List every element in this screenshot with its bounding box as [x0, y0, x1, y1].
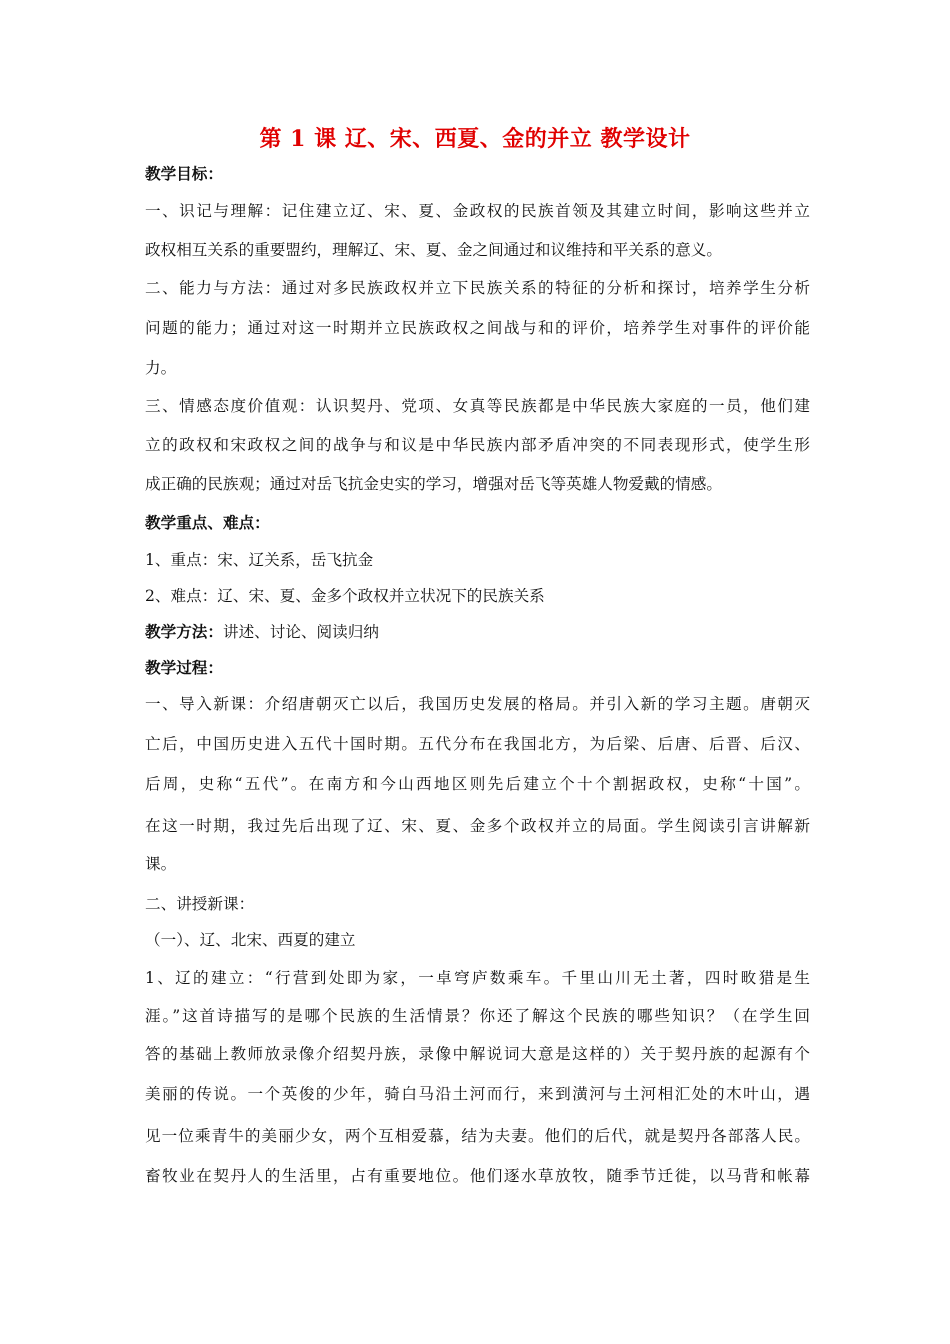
paragraph-line: 1、重点：宋、辽关系，岳飞抗金: [145, 551, 374, 569]
paragraph-line: 二、能力与方法：通过对多民族政权并立下民族关系的特征的分析和探讨，培养学生分析: [145, 279, 810, 297]
paragraph-line: 美丽的传说。一个英俊的少年，骑白马沿土河而行，来到潢河与土河相汇处的木叶山，遇: [145, 1085, 810, 1103]
paragraph-line: 亡后，中国历史进入五代十国时期。五代分布在我国北方，为后梁、后唐、后晋、后汉、: [145, 735, 810, 753]
heading-key-points: 教学重点、难点：: [145, 513, 270, 532]
paragraph-line: 立的政权和宋政权之间的战争与和议是中华民族内部矛盾冲突的不同表现形式，使学生形: [145, 436, 810, 454]
subsection-heading: （一）、辽、北宋、西夏的建立: [145, 931, 356, 949]
paragraph-line: 2、难点：辽、宋、夏、金多个政权并立状况下的民族关系: [145, 587, 545, 605]
paragraph-line: 一、导入新课：介绍唐朝灭亡以后，我国历史发展的格局。并引入新的学习主题。唐朝灭: [145, 695, 810, 713]
paragraph-line: 问题的能力；通过对这一时期并立民族政权之间战与和的评价，培养学生对事件的评价能: [145, 319, 810, 337]
paragraph-line: 答的基础上教师放录像介绍契丹族，录像中解说词大意是这样的）关于契丹族的起源有个: [145, 1045, 810, 1063]
paragraph-line: 力。: [145, 359, 177, 377]
document-title: 第 1 课 辽、宋、西夏、金的并立 教学设计: [259, 126, 691, 152]
paragraph-line: 成正确的民族观；通过对岳飞抗金史实的学习，增强对岳飞等英雄人物爱戴的情感。: [145, 475, 722, 493]
paragraph-line: 在这一时期，我过先后出现了辽、宋、夏、金多个政权并立的局面。学生阅读引言讲解新: [145, 817, 810, 835]
paragraph-line: 一、识记与理解：记住建立辽、宋、夏、金政权的民族首领及其建立时间，影响这些并立: [145, 202, 810, 220]
heading-objectives: 教学目标：: [145, 164, 223, 183]
teaching-methods-label: 教学方法：: [145, 622, 223, 641]
paragraph-line: 见一位乘青牛的美丽少女，两个互相爱慕，结为夫妻。他们的后代，就是契丹各部落人民。: [145, 1127, 810, 1145]
paragraph-line: 1、辽的建立：“行营到处即为家，一卓穹庐数乘车。千里山川无土著，四时畋猎是生: [145, 969, 810, 987]
section-heading: 二、讲授新课：: [145, 895, 255, 913]
paragraph-line: 后周，史称“五代”。在南方和今山西地区则先后建立个十个割据政权，史称“十国”。: [145, 775, 810, 793]
paragraph-line: 畜牧业在契丹人的生活里，占有重要地位。他们逐水草放牧，随季节迁徙，以马背和帐幕: [145, 1167, 810, 1185]
teaching-methods-value: 讲述、讨论、阅读归纳: [222, 623, 379, 641]
paragraph-line: 三、情感态度价值观：认识契丹、党项、女真等民族都是中华民族大家庭的一员，他们建: [145, 397, 810, 415]
paragraph-line: 课。: [145, 855, 177, 873]
paragraph-line: 涯。”这首诗描写的是哪个民族的生活情景？你还了解这个民族的哪些知识？（在学生回: [145, 1007, 810, 1025]
heading-process: 教学过程：: [145, 658, 223, 677]
paragraph-line: 政权相互关系的重要盟约，理解辽、宋、夏、金之间通过和议维持和平关系的意义。: [145, 241, 722, 259]
teaching-methods-line: [145, 621, 810, 643]
